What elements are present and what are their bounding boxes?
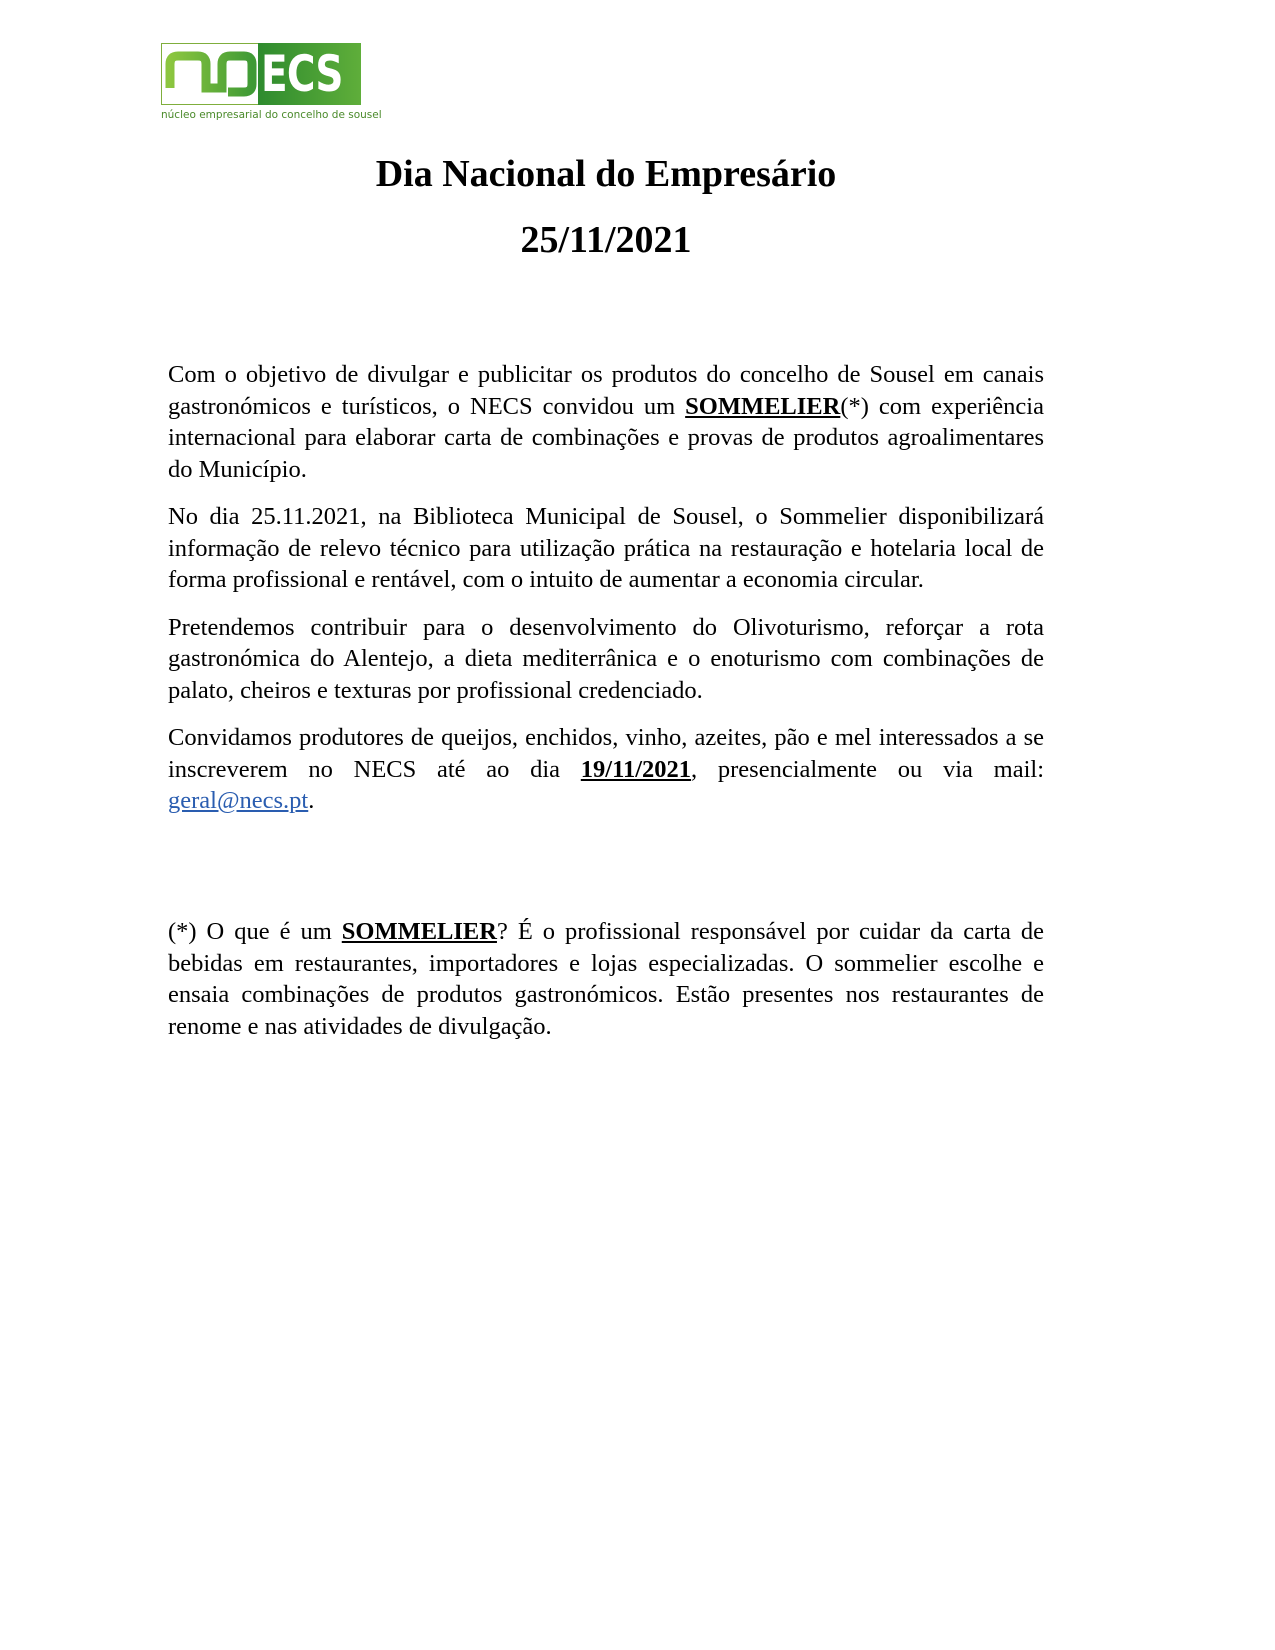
body-text — [168, 359, 1044, 833]
footnote-sommelier — [168, 916, 1044, 1042]
p1-text-end: (*) com experiência internacional para elaborar carta de combinações e provas de produtos agroalimentares do Município. — [168, 392, 1044, 483]
logo-nu-mark-icon — [162, 44, 259, 104]
paragraph-goals: Pretendemos contribuir para o desenvolvimento do Olivoturismo, reforçar a rota gastronómica do Alentejo, a dieta mediterrânica e o enoturismo com combinações de palato, cheiros e texturas por profissional credenciado. — [168, 613, 1044, 704]
paragraph-invitation — [168, 722, 1044, 817]
note-text-end: ? É o profissional responsável por cuidar da carta de bebidas em restaurantes, importadores e lojas especializadas. O sommelier escolhe e ensaia combinações de produtos gastronómicos. Estão presentes nos restaurantes de renome e nas atividades de divulgação. — [168, 918, 1044, 1040]
p1-text-start: Com o objetivo de divulgar e publicitar os produtos do concelho de Sousel em canais gastronómicos e turísticos, o NECS convidou um — [168, 361, 1044, 420]
p4-text-start: Convidamos produtores de queijos, enchidos, vinho, azeites, pão e mel interessados a se inscreverem no NECS até ao dia — [168, 724, 1044, 783]
page-title: Dia Nacional do Empresário — [375, 153, 837, 195]
logo-ecs-text: ECS — [261, 45, 343, 103]
sommelier-emphasis: SOMMELIER — [685, 392, 841, 420]
p4-text-middle: , presencialmente ou via mail: — [691, 755, 1045, 783]
paragraph-event: No dia 25.11.2021, na Biblioteca Municipal de Sousel, o Sommelier disponibilizará informação de relevo técnico para utilização prática na restauração e hotelaria local de forma profissional e rentável, com o intuito de aumentar a economia circular. — [168, 503, 1044, 593]
email-link[interactable]: geral@necs.pt — [168, 787, 309, 814]
p4-text-end: . — [308, 787, 315, 814]
page-date: 25/11/2021 — [520, 219, 692, 261]
note-text-start: (*) O que é um — [168, 918, 342, 945]
necs-logo — [161, 43, 382, 125]
deadline-date: 19/11/2021 — [580, 755, 692, 783]
paragraph-objective — [168, 359, 1044, 485]
logo-tagline: núcleo empresarial do concelho de sousel — [161, 109, 382, 121]
note-sommelier-emphasis: SOMMELIER — [341, 918, 497, 945]
